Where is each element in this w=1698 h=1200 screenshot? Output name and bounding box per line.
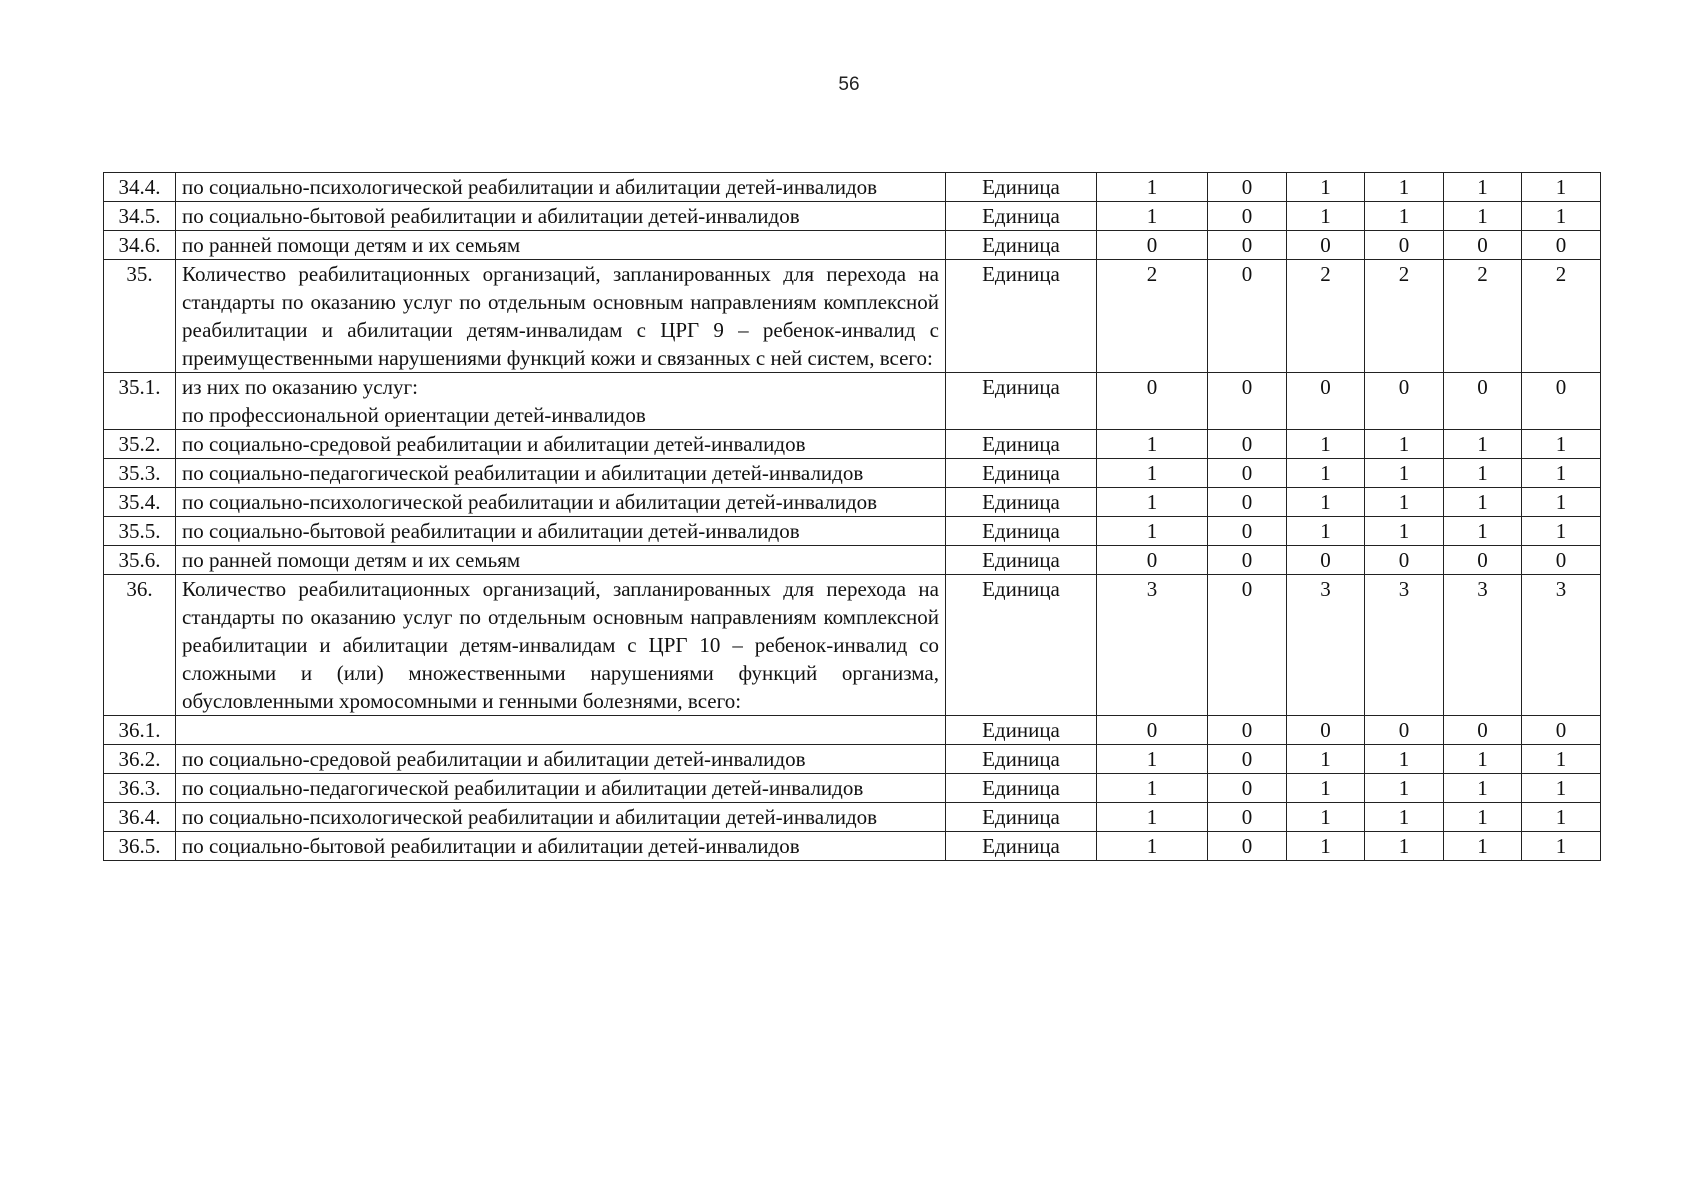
- row-description: по социально-бытовой реабилитации и абилитации детей-инвалидов: [176, 202, 946, 231]
- row-value-4: 2: [1365, 260, 1444, 373]
- table-row: [104, 832, 1601, 861]
- row-value-1: 1: [1097, 745, 1208, 774]
- row-value-5: 1: [1444, 430, 1522, 459]
- row-unit: Единица: [946, 575, 1097, 716]
- row-value-6: 2: [1522, 260, 1601, 373]
- row-value-4: 0: [1365, 546, 1444, 575]
- row-description: по социально-средовой реабилитации и абилитации детей-инвалидов: [176, 745, 946, 774]
- row-value-4: 0: [1365, 373, 1444, 430]
- row-unit: Единица: [946, 260, 1097, 373]
- table-row: [104, 373, 1601, 430]
- row-number: 34.4.: [104, 173, 176, 202]
- row-value-4: 1: [1365, 173, 1444, 202]
- row-value-6: 0: [1522, 373, 1601, 430]
- row-value-6: 1: [1522, 803, 1601, 832]
- row-number: 34.6.: [104, 231, 176, 260]
- row-value-6: 0: [1522, 546, 1601, 575]
- row-value-1: 0: [1097, 716, 1208, 745]
- row-description: [176, 373, 946, 430]
- row-value-3: 1: [1287, 517, 1365, 546]
- row-unit: Единица: [946, 202, 1097, 231]
- row-value-4: 1: [1365, 803, 1444, 832]
- row-value-3: 0: [1287, 231, 1365, 260]
- row-unit: Единица: [946, 803, 1097, 832]
- row-description: по социально-педагогической реабилитации и абилитации детей-инвалидов: [176, 459, 946, 488]
- row-description: Количество реабилитационных организаций, запланированных для перехода на стандарты по оказанию услуг по отдельным основным направлениям комплексной реабилитации и абилитации детям-инвалидам с ЦРГ 9 – ребенок-инвалид с преимущественными нарушениями функций кожи и связанных с ней систем, всего:: [176, 260, 946, 373]
- row-value-6: 1: [1522, 745, 1601, 774]
- row-description: по социально-средовой реабилитации и абилитации детей-инвалидов: [176, 430, 946, 459]
- row-value-2: 0: [1208, 745, 1287, 774]
- row-description: по социально-психологической реабилитации и абилитации детей-инвалидов: [176, 173, 946, 202]
- row-value-2: 0: [1208, 716, 1287, 745]
- row-value-6: 1: [1522, 430, 1601, 459]
- row-number: 36.4.: [104, 803, 176, 832]
- row-value-3: 1: [1287, 774, 1365, 803]
- row-value-5: 1: [1444, 517, 1522, 546]
- row-value-5: 0: [1444, 231, 1522, 260]
- row-value-6: 1: [1522, 517, 1601, 546]
- row-value-5: 0: [1444, 546, 1522, 575]
- row-value-2: 0: [1208, 832, 1287, 861]
- table-row: [104, 575, 1601, 716]
- row-value-4: 1: [1365, 745, 1444, 774]
- row-description: по социально-психологической реабилитации и абилитации детей-инвалидов: [176, 803, 946, 832]
- row-value-1: 2: [1097, 260, 1208, 373]
- row-value-1: 1: [1097, 173, 1208, 202]
- table-row: [104, 459, 1601, 488]
- indicators-table: [103, 172, 1601, 861]
- table-row: [104, 774, 1601, 803]
- row-description: по социально-бытовой реабилитации и абилитации детей-инвалидов: [176, 517, 946, 546]
- row-unit: Единица: [946, 517, 1097, 546]
- row-value-2: 0: [1208, 260, 1287, 373]
- row-value-4: 0: [1365, 231, 1444, 260]
- row-unit: Единица: [946, 488, 1097, 517]
- row-value-2: 0: [1208, 231, 1287, 260]
- row-value-4: 1: [1365, 832, 1444, 861]
- row-value-3: 1: [1287, 803, 1365, 832]
- row-value-1: 1: [1097, 517, 1208, 546]
- row-description: по ранней помощи детям и их семьям: [176, 546, 946, 575]
- row-value-5: 1: [1444, 488, 1522, 517]
- row-value-3: 0: [1287, 373, 1365, 430]
- row-value-3: 1: [1287, 202, 1365, 231]
- row-unit: Единица: [946, 774, 1097, 803]
- row-number: 34.5.: [104, 202, 176, 231]
- row-value-1: 1: [1097, 774, 1208, 803]
- row-number: 36.5.: [104, 832, 176, 861]
- page-number: 56: [838, 74, 860, 95]
- row-unit: Единица: [946, 430, 1097, 459]
- row-value-6: 1: [1522, 173, 1601, 202]
- table-row: [104, 488, 1601, 517]
- row-value-2: 0: [1208, 488, 1287, 517]
- table-row: [104, 231, 1601, 260]
- row-value-6: 1: [1522, 488, 1601, 517]
- row-value-4: 1: [1365, 459, 1444, 488]
- row-value-6: 0: [1522, 716, 1601, 745]
- row-value-5: 3: [1444, 575, 1522, 716]
- row-value-4: 1: [1365, 517, 1444, 546]
- row-value-5: 1: [1444, 202, 1522, 231]
- row-value-1: 0: [1097, 231, 1208, 260]
- row-value-1: 1: [1097, 459, 1208, 488]
- row-value-2: 0: [1208, 803, 1287, 832]
- row-value-1: 1: [1097, 803, 1208, 832]
- row-value-3: 1: [1287, 173, 1365, 202]
- row-value-3: 1: [1287, 430, 1365, 459]
- row-value-4: 1: [1365, 488, 1444, 517]
- row-value-5: 1: [1444, 774, 1522, 803]
- row-unit: Единица: [946, 459, 1097, 488]
- row-value-4: 1: [1365, 774, 1444, 803]
- row-value-2: 0: [1208, 774, 1287, 803]
- table-row: [104, 745, 1601, 774]
- row-value-2: 0: [1208, 202, 1287, 231]
- row-unit: Единица: [946, 716, 1097, 745]
- row-description: Количество реабилитационных организаций, запланированных для перехода на стандарты по оказанию услуг по отдельным основным направлениям комплексной реабилитации и абилитации детям-инвалидам с ЦРГ 10 – ребенок-инвалид со сложными и (или) множественными нарушениями функций организма, обусловленными хромосомными и генными болезнями, всего:: [176, 575, 946, 716]
- row-value-3: 1: [1287, 832, 1365, 861]
- row-value-6: 1: [1522, 832, 1601, 861]
- row-description: по ранней помощи детям и их семьям: [176, 231, 946, 260]
- table-row: [104, 716, 1601, 745]
- row-value-2: 0: [1208, 430, 1287, 459]
- row-value-2: 0: [1208, 575, 1287, 716]
- row-value-6: 1: [1522, 459, 1601, 488]
- row-value-5: 2: [1444, 260, 1522, 373]
- row-description: [176, 716, 946, 745]
- row-value-5: 1: [1444, 803, 1522, 832]
- row-value-3: 1: [1287, 459, 1365, 488]
- row-number: 35.4.: [104, 488, 176, 517]
- table-body: [104, 173, 1601, 861]
- row-value-4: 0: [1365, 716, 1444, 745]
- row-value-2: 0: [1208, 459, 1287, 488]
- row-value-4: 1: [1365, 202, 1444, 231]
- row-description: по социально-бытовой реабилитации и абилитации детей-инвалидов: [176, 832, 946, 861]
- row-number: 35.6.: [104, 546, 176, 575]
- table-row: [104, 202, 1601, 231]
- row-value-6: 1: [1522, 202, 1601, 231]
- row-value-2: 0: [1208, 373, 1287, 430]
- row-description-line: по профессиональной ориентации детей-инвалидов: [182, 403, 646, 427]
- row-value-3: 0: [1287, 716, 1365, 745]
- row-value-6: 1: [1522, 774, 1601, 803]
- table-row: [104, 517, 1601, 546]
- row-unit: Единица: [946, 745, 1097, 774]
- row-value-5: 1: [1444, 745, 1522, 774]
- table-row: [104, 260, 1601, 373]
- row-value-1: 0: [1097, 546, 1208, 575]
- row-value-5: 0: [1444, 373, 1522, 430]
- row-description-line: из них по оказанию услуг:: [182, 375, 418, 399]
- row-description: по социально-психологической реабилитации и абилитации детей-инвалидов: [176, 488, 946, 517]
- row-number: 36.2.: [104, 745, 176, 774]
- row-number: 36.3.: [104, 774, 176, 803]
- row-value-1: 3: [1097, 575, 1208, 716]
- row-value-3: 2: [1287, 260, 1365, 373]
- row-value-3: 0: [1287, 546, 1365, 575]
- row-unit: Единица: [946, 373, 1097, 430]
- row-value-5: 1: [1444, 173, 1522, 202]
- row-value-1: 1: [1097, 430, 1208, 459]
- row-value-6: 3: [1522, 575, 1601, 716]
- row-description: по социально-педагогической реабилитации и абилитации детей-инвалидов: [176, 774, 946, 803]
- row-number: 35.1.: [104, 373, 176, 430]
- row-value-2: 0: [1208, 517, 1287, 546]
- row-value-1: 0: [1097, 373, 1208, 430]
- row-value-4: 1: [1365, 430, 1444, 459]
- row-value-2: 0: [1208, 546, 1287, 575]
- row-number: 35.3.: [104, 459, 176, 488]
- table-row: [104, 173, 1601, 202]
- row-value-1: 1: [1097, 488, 1208, 517]
- row-value-3: 1: [1287, 745, 1365, 774]
- row-unit: Единица: [946, 832, 1097, 861]
- row-value-3: 3: [1287, 575, 1365, 716]
- row-number: 35.: [104, 260, 176, 373]
- row-number: 36.1.: [104, 716, 176, 745]
- row-value-4: 3: [1365, 575, 1444, 716]
- row-number: 35.2.: [104, 430, 176, 459]
- row-unit: Единица: [946, 231, 1097, 260]
- row-value-1: 1: [1097, 202, 1208, 231]
- row-value-2: 0: [1208, 173, 1287, 202]
- row-value-3: 1: [1287, 488, 1365, 517]
- row-value-5: 0: [1444, 716, 1522, 745]
- table-row: [104, 430, 1601, 459]
- row-value-5: 1: [1444, 832, 1522, 861]
- table-row: [104, 546, 1601, 575]
- row-value-6: 0: [1522, 231, 1601, 260]
- row-value-1: 1: [1097, 832, 1208, 861]
- row-value-5: 1: [1444, 459, 1522, 488]
- row-unit: Единица: [946, 546, 1097, 575]
- row-number: 36.: [104, 575, 176, 716]
- row-unit: Единица: [946, 173, 1097, 202]
- row-number: 35.5.: [104, 517, 176, 546]
- table-row: [104, 803, 1601, 832]
